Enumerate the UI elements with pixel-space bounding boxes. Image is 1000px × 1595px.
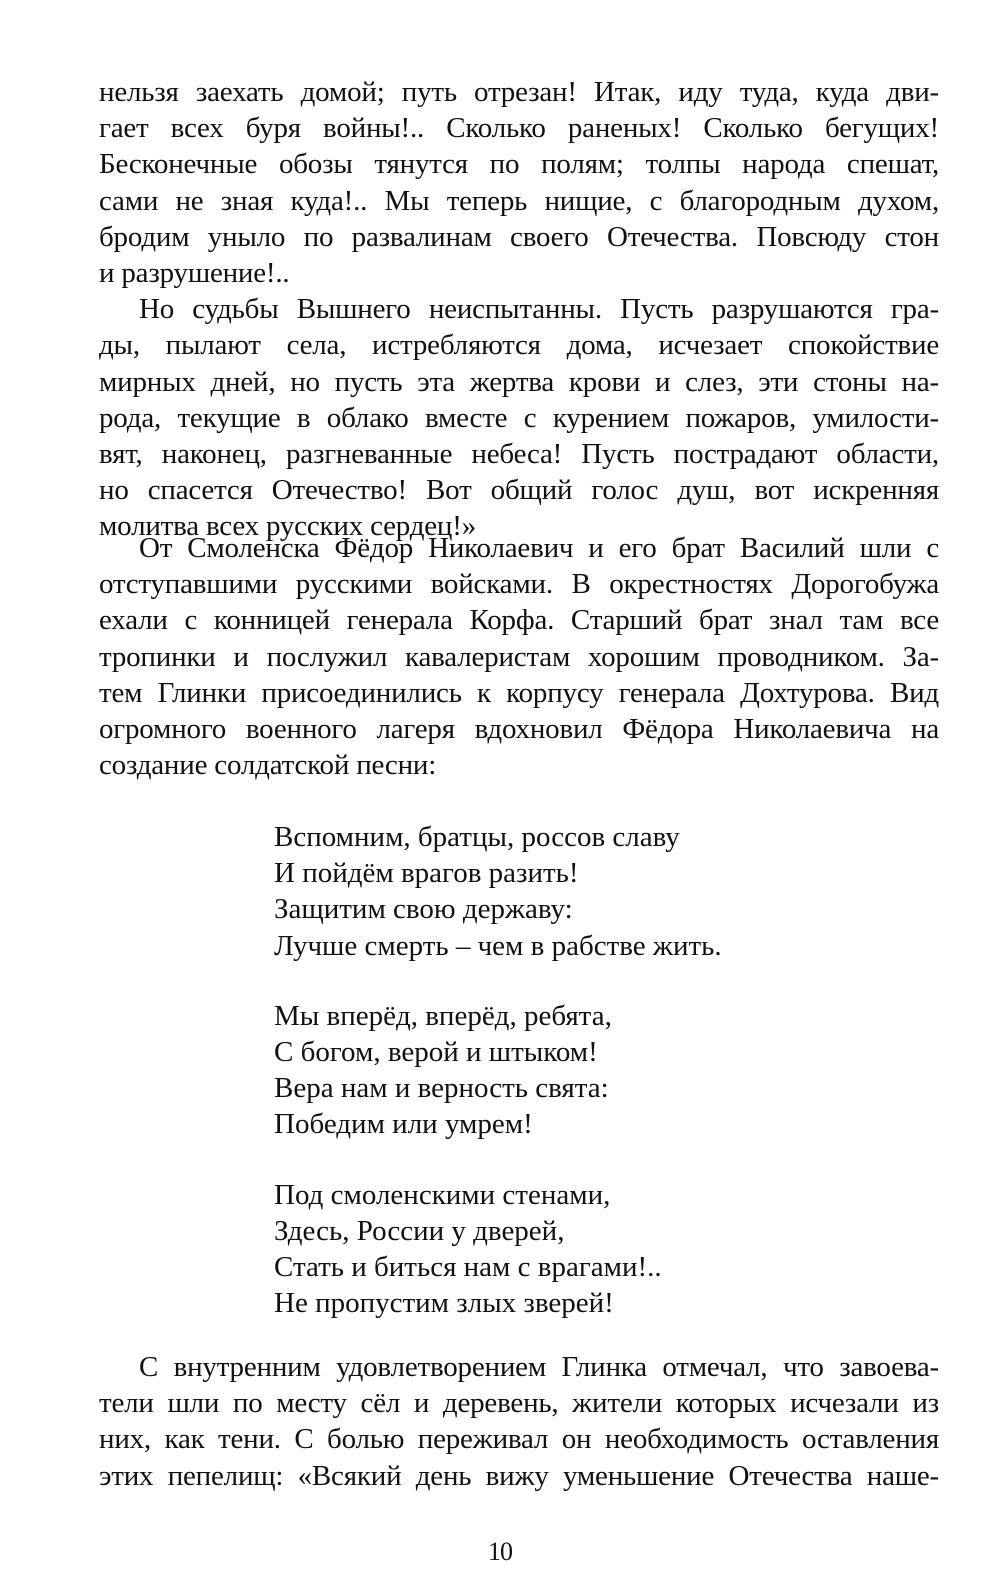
text-line: создание солдатской песни: — [99, 749, 437, 782]
text-line: сами не зная куда!.. Мы теперь нищие, с благородным духом, — [99, 184, 939, 217]
text-block-bottom — [99, 1349, 939, 1494]
stanza-divider — [274, 1143, 722, 1177]
text-line: тропинки и послужил кавалеристам хорошим проводником. За- — [99, 640, 939, 673]
poem-line: И пойдём врагов разить! — [274, 857, 579, 890]
poem-line: С богом, верой и штыком! — [274, 1035, 598, 1068]
text-line: них, как тени. С болью переживал он необходимость оставления — [99, 1423, 939, 1456]
text-line: рода, текущие в облако вместе с курением пожаров, умилости- — [99, 401, 939, 434]
poem-stanza-3 — [274, 1177, 722, 1322]
text-line: мирных дней, но пусть эта жертва крови и слез, эти стоны на- — [99, 365, 939, 398]
text-line: Бесконечные обозы тянутся по полям; толпы народа спешат, — [99, 148, 939, 181]
text-block-middle — [99, 530, 939, 783]
text-line: ехали с конницей генерала Корфа. Старший брат знал там все — [99, 604, 939, 637]
poem-line: Вера нам и верность свята: — [274, 1072, 609, 1105]
paragraph-4 — [99, 1349, 939, 1494]
stanza-divider — [274, 964, 722, 998]
text-line: тели шли по месту сёл и деревень, жители которых исчезали из — [99, 1387, 939, 1420]
text-line: огромного военного лагеря вдохновил Фёдора Николаевича на — [99, 712, 939, 745]
text-line: и разрушение!.. — [99, 256, 290, 289]
poem-line: Лучше смерть – чем в рабстве жить. — [274, 929, 722, 962]
text-line: гает всех буря войны!.. Сколько раненых! Сколько бегущих! — [99, 112, 939, 145]
poem-line: Защитим свою державу: — [274, 893, 573, 926]
text-line: тем Глинки присоединились к корпусу генерала Дохтурова. Вид — [99, 676, 939, 709]
text-block-top — [99, 74, 939, 544]
poem-line: Здесь, России у дверей, — [274, 1214, 565, 1247]
text-line: молитва всех русских сердец!» — [99, 510, 476, 543]
poem-line: Вспомним, братцы, россов славу — [274, 821, 680, 853]
text-line: С внутренним удовлетворением Глинка отмечал, что завоева- — [139, 1351, 939, 1383]
text-line: бродим уныло по развалинам своего Отечества. Повсюду стон — [99, 220, 939, 253]
text-line: этих пепелищ: «Всякий день вижу уменьшение Отечества наше- — [99, 1459, 939, 1492]
poem-stanza-2 — [274, 998, 722, 1143]
text-line: Но судьбы Вышнего неиспытанны. Пусть разрушаются гра- — [139, 293, 939, 326]
paragraph-3 — [99, 530, 939, 783]
poem-soldier-song — [274, 819, 722, 1321]
poem-line: Стать и биться нам с врагами!.. — [274, 1250, 662, 1283]
poem-line: Под смоленскими стенами, — [274, 1178, 611, 1211]
text-line: но спасется Отечество! Вот общий голос душ, вот искренняя — [99, 474, 939, 507]
text-line: ды, пылают села, истребляются дома, исчезает спокойствие — [99, 329, 939, 362]
text-line: нельзя заехать домой; путь отрезан! Итак, иду туда, куда дви- — [99, 76, 939, 108]
paragraph-1 — [99, 74, 939, 291]
text-line: От Смоленска Фёдор Николаевич и его брат Василий шли с — [139, 532, 939, 564]
text-line: отступавшими русскими войсками. В окрестностях Дорогобужа — [99, 568, 939, 601]
poem-line: Победим или умрем! — [274, 1108, 533, 1141]
paragraph-2 — [99, 291, 939, 544]
text-line: вят, наконец, разгневанные небеса! Пусть пострадают области, — [99, 437, 939, 470]
page-number: 10 — [488, 1537, 512, 1566]
poem-line: Мы вперёд, вперёд, ребята, — [274, 999, 612, 1032]
poem-line: Не пропустим злых зверей! — [274, 1287, 614, 1320]
poem-stanza-1 — [274, 819, 722, 964]
